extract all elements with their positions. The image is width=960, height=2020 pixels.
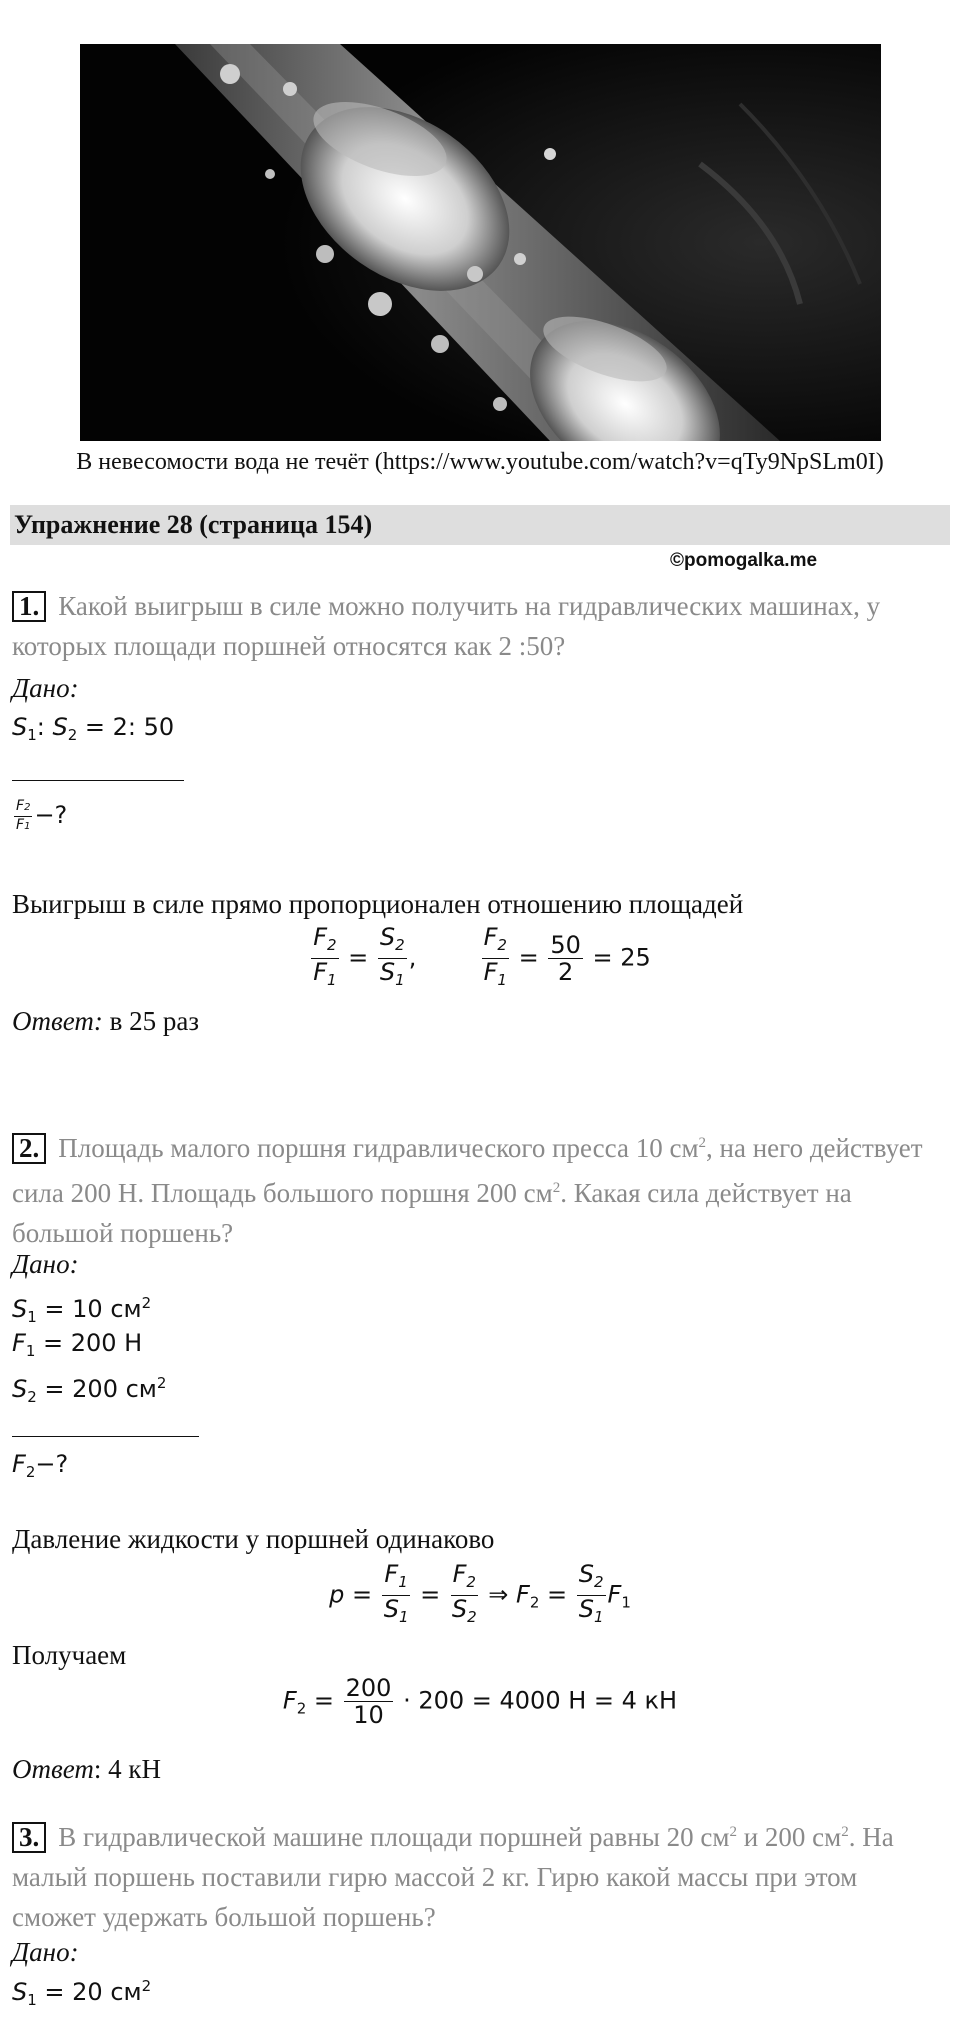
given-f1: $F_1 = 200$ Н <box>12 1329 143 1360</box>
given-separator <box>12 780 184 781</box>
question-3: 3. В гидравлической машине площади поршней равны 20 $см^2$ и 200 $см^2$. На малый поршень поставили гирю массой 2 кг. Гирю какой массы при этом сможет удержать большой поршень? <box>12 1822 894 1932</box>
question-number: 1. <box>12 591 46 622</box>
given-label: Дано: <box>12 1249 79 1279</box>
solution-explanation: Выигрыш в силе прямо пропорционален отношению площадей <box>12 889 744 919</box>
find-quantity: $\frac{F2}{F1}$ −? <box>16 797 68 833</box>
photo-caption: В невесомости вода не течёт (https://www.youtube.com/watch?v=qTy9NpSLm0I) <box>76 449 884 475</box>
answer-1: Ответ: в 25 раз <box>12 1006 199 1036</box>
given-s2: $S_2 = 200$ $см^2$ <box>12 1374 167 1406</box>
given-s1: $S_1 = 10$ $см^2$ <box>12 1294 152 1326</box>
given-separator <box>12 1436 199 1437</box>
section-title: Упражнение 28 (страница 154) <box>10 505 950 545</box>
question-text: Какой выигрыш в силе можно получить на гидравлических машинах, у которых площади поршней относятся как 2 :50? <box>12 591 881 661</box>
answer-2: Ответ: 4 кН <box>12 1754 161 1784</box>
find-quantity: $F_2-$? <box>12 1450 69 1481</box>
question-number: 3. <box>12 1822 46 1853</box>
watermark: ©pomogalka.me <box>670 550 818 571</box>
formula-result: $F_2$ = $\frac{200}{10}$ · 200 = 4000 Н = 4 кН <box>282 1674 678 1729</box>
question-2: 2. Площадь малого поршня гидравлического пресса 10 $см^2$, на него действует сила 200 Н. Площадь большого поршня 200 $см^2$. Какая сила действует на большой поршень? <box>12 1133 923 1248</box>
question-1 <box>12 586 947 666</box>
given-s1: $S_1 = 20$ $см^2$ <box>12 1977 152 2009</box>
photo-illustration <box>80 44 881 441</box>
given-label: Дано: <box>12 673 79 703</box>
given-ratio: $S_1$: $S_2 = 2$: 50 <box>12 713 175 744</box>
formula-pressure: p = $\frac{F_1}{S_1}$ = $\frac{F_2}{S_2}$ ⇒ $F_2$ = $\frac{S_2}{S_1}$ $F_1$ <box>329 1560 631 1626</box>
solution-explanation: Давление жидкости у поршней одинаково <box>12 1524 495 1554</box>
water-in-weightlessness-photo <box>80 44 881 441</box>
given-label: Дано: <box>12 1937 79 1967</box>
formula-area-ratio: $\frac{F_2}{F_1}$ = $\frac{S_2}{S_1}$ , $\frac{F_2}{F_1}$ = $\frac{50}{2}$ = 25 <box>313 923 651 989</box>
question-number: 2. <box>12 1133 46 1164</box>
result-label: Получаем <box>12 1640 127 1670</box>
